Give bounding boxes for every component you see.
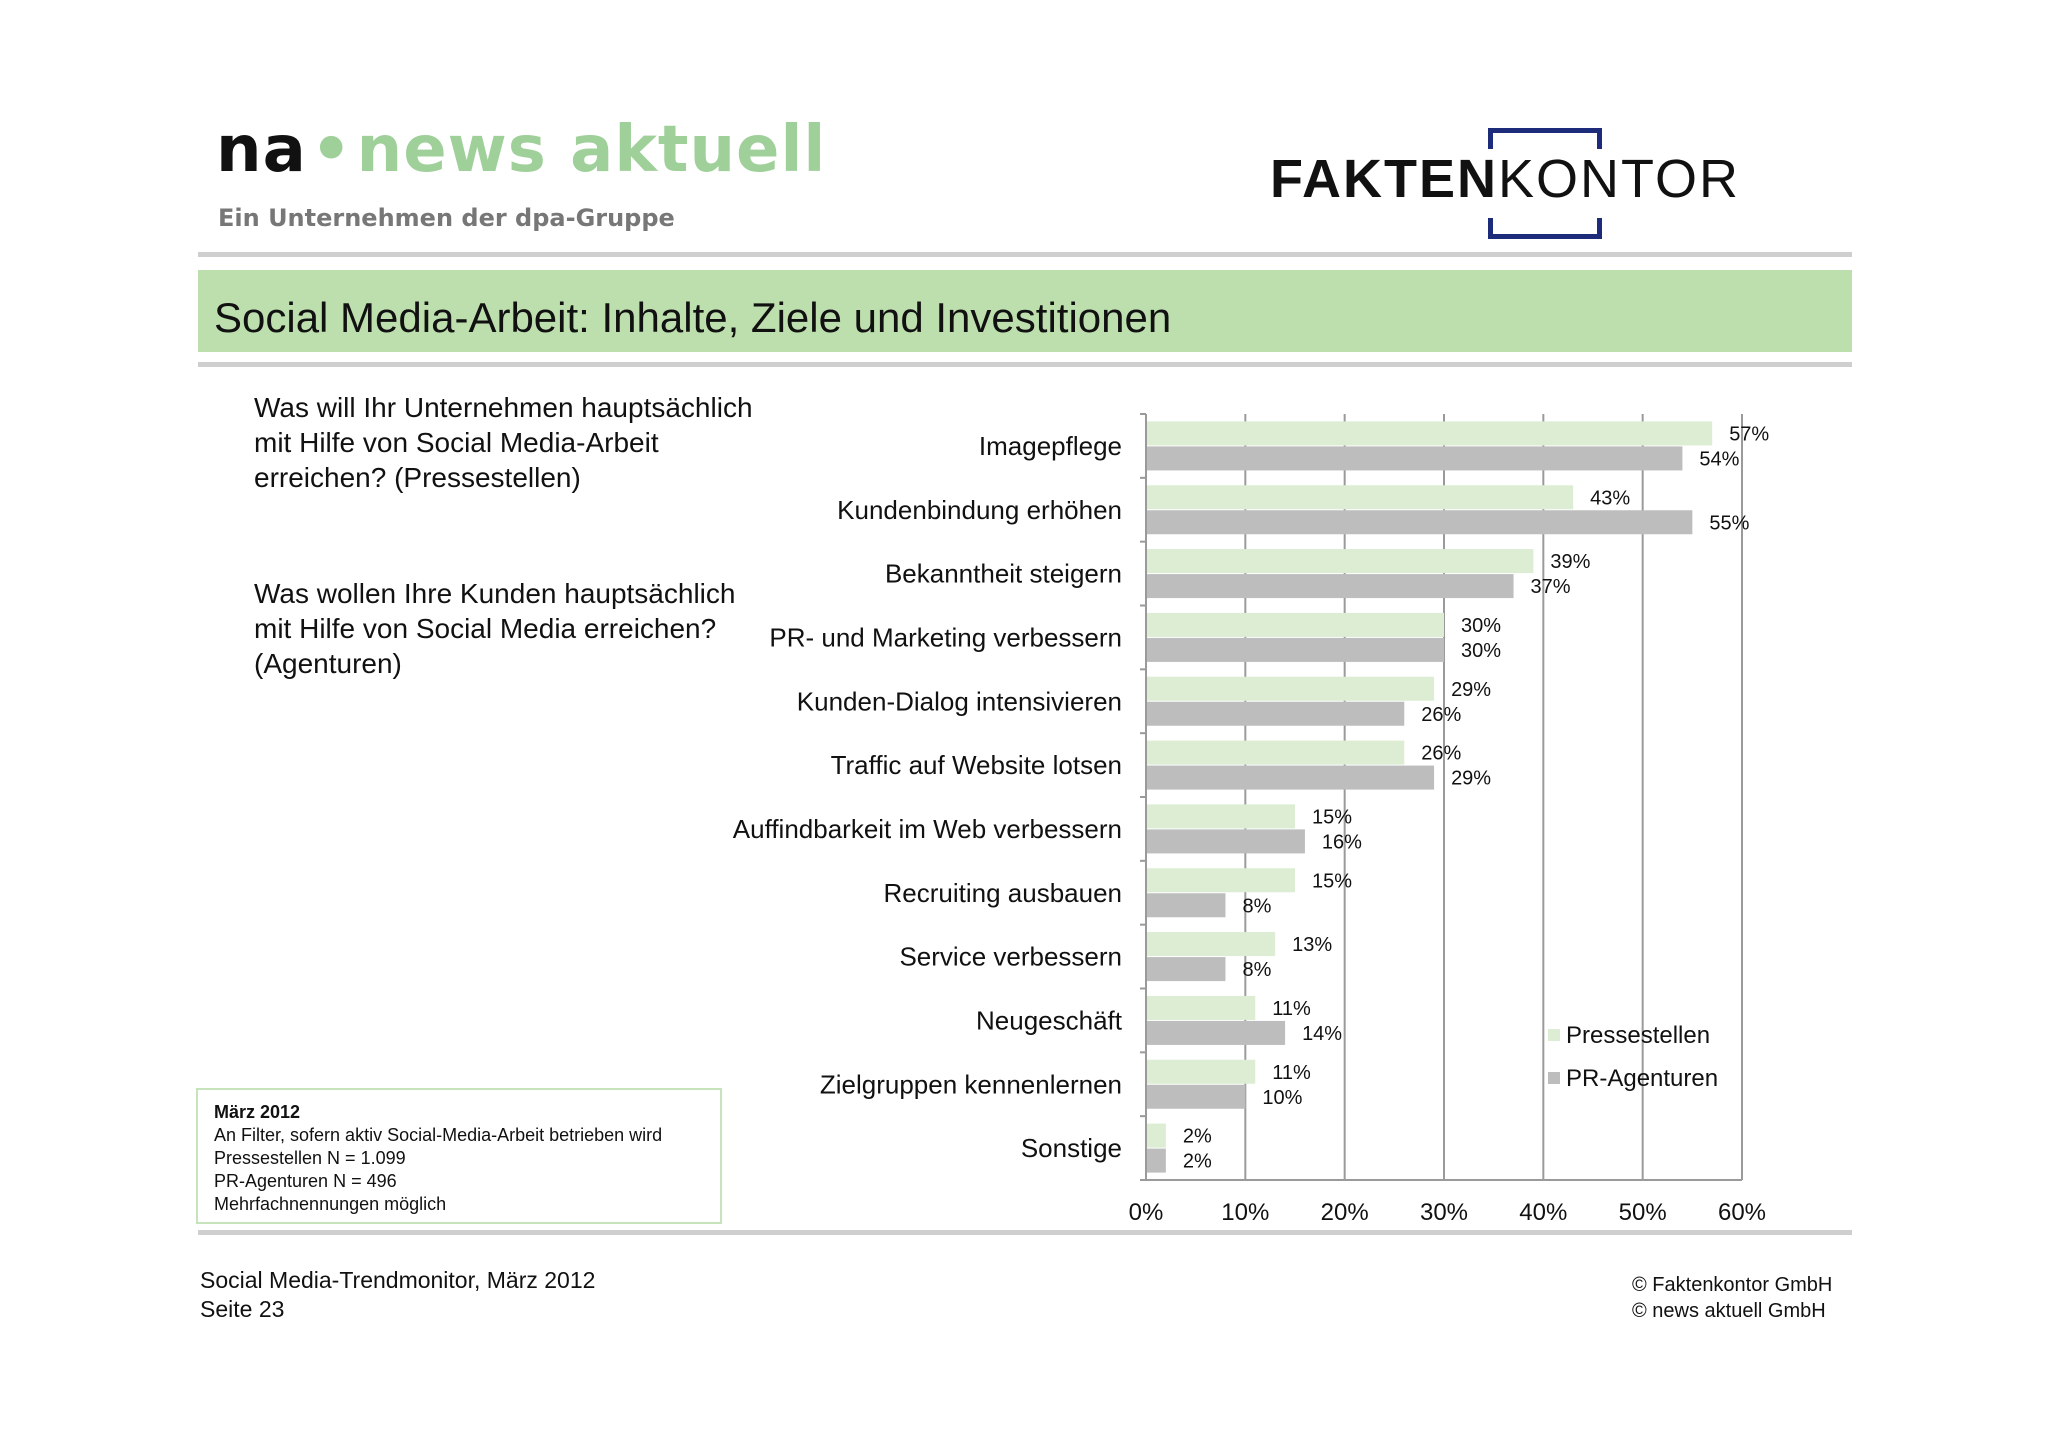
x-tick-label: 60%: [1717, 1199, 1767, 1226]
value-label-pressestellen: 11%: [1272, 997, 1311, 1020]
na-logo-name: news aktuell: [356, 113, 827, 187]
legend-label-pressestellen: Pressestellen: [1566, 1022, 1711, 1049]
value-label-pressestellen: 57%: [1729, 423, 1770, 446]
value-label-pressestellen: 26%: [1421, 742, 1462, 765]
note-n-agenturen: PR-Agenturen N = 496: [214, 1171, 397, 1191]
value-label-pr-agenturen: 54%: [1699, 448, 1740, 471]
value-label-pr-agenturen: 29%: [1451, 767, 1492, 790]
bar-pressestellen: [1147, 485, 1573, 509]
bar-pressestellen: [1147, 1060, 1255, 1084]
x-tick-label: 50%: [1618, 1199, 1667, 1226]
category-label: PR- und Marketing verbessern: [769, 622, 1122, 653]
bar-pressestellen: [1147, 677, 1434, 701]
category-label: Auffindbarkeit im Web verbessern: [732, 813, 1122, 844]
value-label-pressestellen: 2%: [1182, 1125, 1212, 1148]
bar-pr-agenturen: [1147, 1085, 1245, 1109]
bar-pr-agenturen: [1147, 702, 1404, 726]
value-label-pressestellen: 15%: [1312, 806, 1353, 829]
category-label: Neugeschäft: [976, 1005, 1122, 1036]
bar-pr-agenturen: [1147, 893, 1225, 917]
footer-divider: [198, 1230, 1852, 1235]
note-date: März 2012: [214, 1102, 301, 1122]
category-label: Kunden-Dialog intensivieren: [796, 686, 1122, 717]
bar-pressestellen: [1147, 868, 1295, 892]
value-label-pressestellen: 30%: [1461, 614, 1502, 637]
legend-label-pr-agenturen: PR-Agenturen: [1566, 1065, 1719, 1092]
value-label-pressestellen: 29%: [1451, 678, 1492, 701]
footer-copyright: [1632, 1272, 1832, 1324]
legend-swatch-pr-agenturen: [1548, 1072, 1560, 1084]
bar-pr-agenturen: [1147, 574, 1514, 598]
x-tick-label: 10%: [1221, 1199, 1270, 1226]
category-label: Bekanntheit steigern: [884, 558, 1122, 589]
value-label-pr-agenturen: 2%: [1182, 1150, 1212, 1173]
x-tick-label: 20%: [1320, 1199, 1369, 1226]
x-tick-label: 0%: [1128, 1199, 1164, 1226]
value-label-pressestellen: 39%: [1550, 551, 1591, 574]
value-label-pr-agenturen: 8%: [1242, 895, 1272, 918]
bar-pressestellen: [1147, 932, 1275, 956]
note-n-pressestellen: Pressestellen N = 1.099: [214, 1148, 406, 1168]
category-label: Imagepflege: [978, 430, 1122, 461]
bar-pressestellen: [1147, 1124, 1166, 1148]
legend-swatch-pressestellen: [1548, 1029, 1560, 1041]
question-agenturen: Was wollen Ihre Kunden hauptsächlich mit Hilfe von Social Media erreichen? (Agenturen): [254, 578, 736, 679]
value-label-pressestellen: 15%: [1312, 870, 1353, 893]
bar-pressestellen: [1147, 421, 1712, 445]
bar-pr-agenturen: [1147, 446, 1682, 470]
x-tick-label: 40%: [1519, 1199, 1568, 1226]
note-multiple: Mehrfachnennungen möglich: [214, 1194, 447, 1214]
value-label-pressestellen: 11%: [1272, 1061, 1311, 1084]
copyright-news-aktuell: © news aktuell GmbH: [1632, 1300, 1826, 1322]
category-label: Zielgruppen kennenlernen: [819, 1069, 1122, 1100]
category-label: Recruiting ausbauen: [883, 877, 1122, 908]
sample-note-box: [196, 1088, 722, 1224]
bar-pr-agenturen: [1147, 638, 1444, 662]
bar-pr-agenturen: [1147, 1149, 1166, 1173]
x-tick-label: 30%: [1419, 1199, 1469, 1226]
footer-report: Social Media-Trendmonitor, März 2012: [200, 1267, 596, 1293]
value-label-pr-agenturen: 10%: [1262, 1086, 1303, 1109]
fk-logo-light: KONTOR: [1498, 149, 1741, 209]
bar-pr-agenturen: [1147, 1021, 1285, 1045]
category-label: Traffic auf Website lotsen: [830, 750, 1122, 781]
na-logo-dot: •: [310, 113, 353, 187]
bar-pr-agenturen: [1147, 766, 1434, 790]
footer-page: Seite 23: [200, 1296, 285, 1322]
na-logo-short: na: [216, 113, 307, 187]
bar-pressestellen: [1147, 741, 1404, 765]
value-label-pr-agenturen: 8%: [1242, 959, 1272, 982]
question-pressestellen: Was will Ihr Unternehmen hauptsächlich mit Hilfe von Social Media-Arbeit erreichen? (Pressestellen): [254, 392, 753, 493]
value-label-pr-agenturen: 30%: [1461, 639, 1502, 662]
value-label-pr-agenturen: 55%: [1709, 512, 1750, 535]
category-label: Kundenbindung erhöhen: [837, 494, 1122, 525]
bar-pressestellen: [1147, 613, 1444, 637]
fk-logo-bold: FAKTEN: [1270, 149, 1498, 209]
bar-pr-agenturen: [1147, 957, 1225, 981]
value-label-pr-agenturen: 26%: [1421, 703, 1462, 726]
value-label-pressestellen: 43%: [1590, 487, 1631, 510]
bar-pressestellen: [1147, 804, 1295, 828]
bar-pr-agenturen: [1147, 510, 1692, 534]
value-label-pr-agenturen: 16%: [1321, 831, 1362, 854]
bar-pressestellen: [1147, 996, 1255, 1020]
footer-source: [200, 1266, 595, 1324]
value-label-pr-agenturen: 14%: [1302, 1022, 1343, 1045]
value-label-pressestellen: 13%: [1292, 934, 1333, 957]
note-filter: An Filter, sofern aktiv Social-Media-Arbeit betrieben wird: [214, 1125, 663, 1145]
category-label: Sonstige: [1020, 1133, 1122, 1164]
page-title: Social Media-Arbeit: Inhalte, Ziele und Investitionen: [214, 294, 1172, 341]
bar-pressestellen: [1147, 549, 1533, 573]
value-label-pr-agenturen: 37%: [1530, 576, 1571, 599]
na-logo-tagline: Ein Unternehmen der dpa-Gruppe: [218, 204, 675, 232]
category-label: Service verbessern: [899, 941, 1122, 972]
copyright-faktenkontor: © Faktenkontor GmbH: [1632, 1274, 1833, 1296]
bar-pr-agenturen: [1147, 829, 1305, 853]
